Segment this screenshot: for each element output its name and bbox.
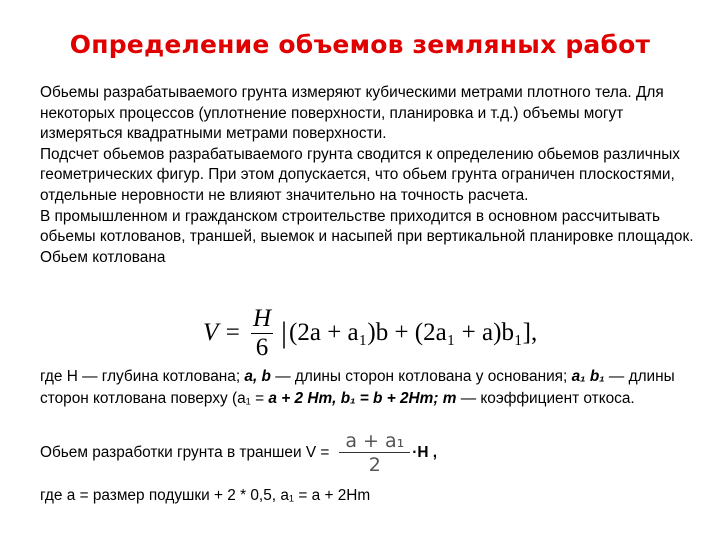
- definition-text-1: где H — глубина котлована;: [40, 368, 245, 385]
- definition-text-3: — длины сторон котлована поверху (a₁ =: [40, 368, 675, 407]
- paragraph-geometric-figures: Подсчет обьемов разрабатываемого грунта сводится к определению обьемов различных геометрических фигур. При этом допускается, что обьем грунта ограничен плоскостями, отдельные неровности не влияют значительно на точность расчета.: [40, 145, 680, 204]
- paragraph-construction: В промышленном и гражданском строительстве приходится в основном рассчитывать обьемы котлованов, траншей, выемок и насыпей при вертикальной планировке площадок.: [40, 207, 694, 246]
- trench-label: Обьем разработки грунта в траншеи V =: [40, 444, 330, 461]
- trench-suffix: ·H ,: [412, 444, 438, 461]
- trench-fraction: [339, 430, 410, 477]
- paragraph-pit-volume-label: Обьем котлована: [40, 248, 166, 266]
- pit-definitions: [40, 366, 710, 410]
- body-text: [40, 83, 708, 268]
- formula-denominator: 6: [255, 333, 269, 361]
- formula-open-bracket: |: [281, 316, 288, 349]
- formula-lhs: V =: [203, 319, 241, 346]
- page-title: Определение объемов земляных работ: [69, 30, 651, 59]
- pit-volume-formula: [203, 302, 537, 364]
- trench-numerator: a + a₁: [345, 429, 405, 452]
- cushion-definition: где a = размер подушки + 2 * 0,5, a₁ = a + 2Hm: [40, 487, 371, 504]
- definition-a1b1: a₁ b₁: [571, 368, 605, 385]
- definition-text-4: — коэффициент откоса.: [456, 390, 635, 407]
- trench-denominator: 2: [368, 453, 381, 476]
- paragraph-volume-units: Обьемы разрабатываемого грунта измеряют кубическими метрами плотного тела. Для некоторых процессов (уплотнение поверхности, планировка и т.д.) объемы могут измеряться квадратными метрами поверхности.: [40, 84, 664, 143]
- trench-volume-line: [40, 429, 438, 476]
- formula-fraction: [251, 305, 273, 362]
- formula-rhs: (2a + a₁)b + (2a₁ + a)b₁],: [289, 319, 538, 346]
- definition-text-2: — длины сторон котлована у основания;: [270, 368, 572, 385]
- formula-numerator: H: [252, 304, 272, 332]
- definition-a1-equation: a + 2 Hm, b₁ = b + 2Hm; m: [268, 390, 457, 407]
- definition-ab: a, b: [244, 368, 271, 385]
